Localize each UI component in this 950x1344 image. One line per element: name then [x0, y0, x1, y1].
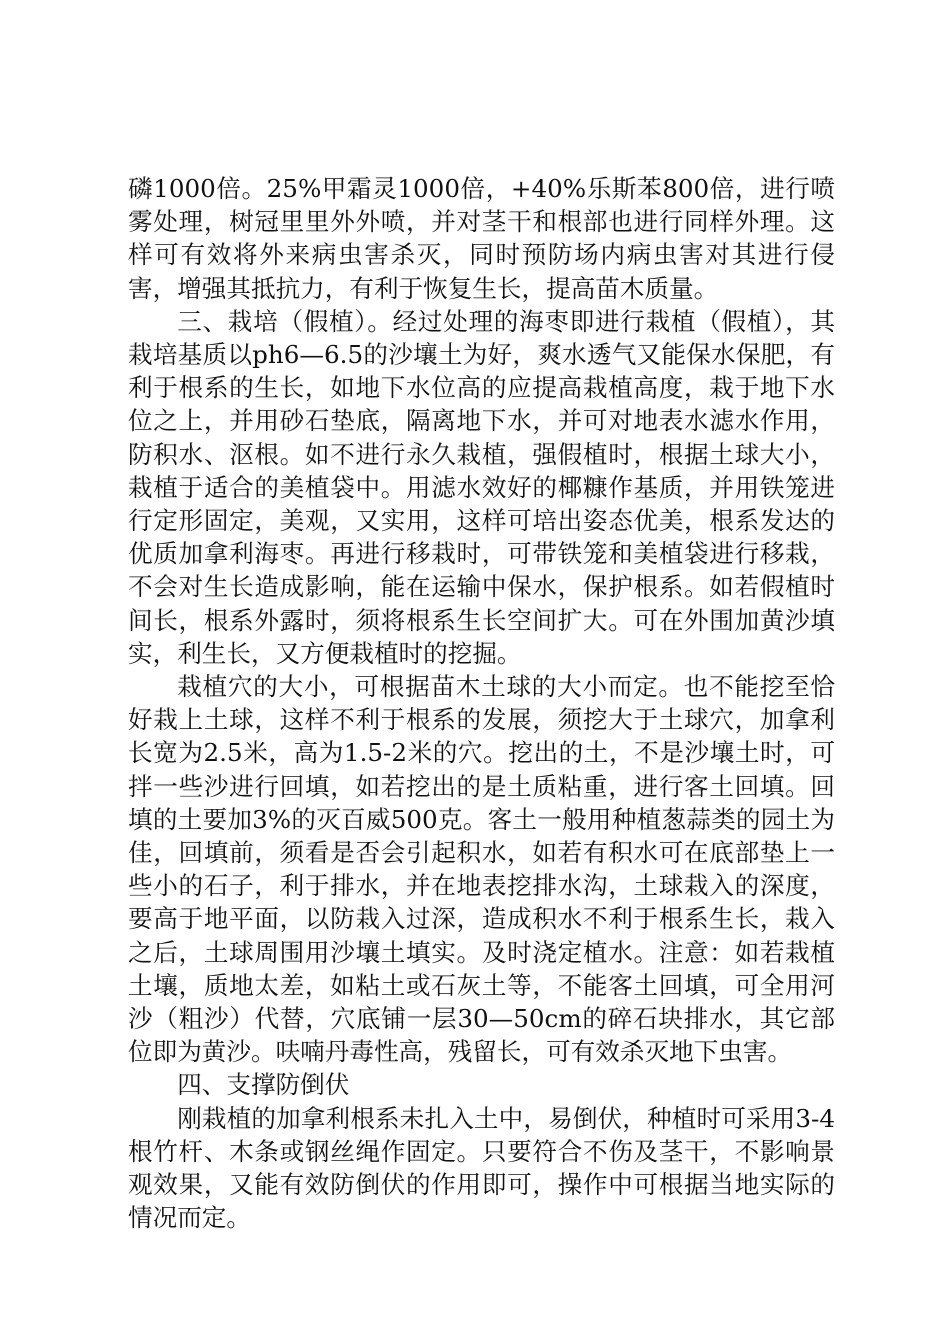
- paragraph-planting-heeling-in: 三、栽培（假植）。经过处理的海枣即进行栽植（假植），其栽培基质以ph6—6.5的沙壤土为好，爽水透气又能保水保肥，有利于根系的生长，如地下水位高的应提高栽植高度，栽于地下水位之上，并用砂石垫底，隔离地下水，并可对地表水滤水作用，防积水、沤根。如不进行永久栽植，强假植时，根据土球大小，栽植于适合的美植袋中。用滤水效好的椰糠作基质，并用铁笼进行定形固定，美观，又实用，这样可培出姿态优美，根系发达的优质加拿利海枣。再进行移栽时，可带铁笼和美植袋进行移栽，不会对生长造成影响，能在运输中保水，保护根系。如若假植时间长，根系外露时，须将根系生长空间扩大。可在外围加黄沙填实，利生长，又方便栽植时的挖掘。: [128, 306, 835, 668]
- section-heading-support: 四、支撑防倒伏: [177, 1070, 350, 1100]
- document-body: [128, 172, 835, 1235]
- paragraph-spraying-treatment: 磷1000倍。25%甲霜灵1000倍，+40%乐斯苯800倍，进行喷雾处理，树冠里里外外喷，并对茎干和根部也进行同样外理。这样可有效将外来病虫害杀灭，同时预防场内病虫害对其进行侵害，增强其抵抗力，有利于恢复生长，提高苗木质量。: [128, 174, 835, 303]
- paragraph-support-staking: 刚栽植的加拿利根系未扎入土中，易倒伏，种植时可采用3-4根竹杆、木条或钢丝绳作固定。只要符合不伤及茎干，不影响景观效果，又能有效防倒伏的作用即可，操作中可根据当地实际的情况而定。: [128, 1103, 835, 1233]
- paragraph-planting-pit: 栽植穴的大小，可根据苗木土球的大小而定。也不能挖至恰好栽上土球，这样不利于根系的发展，须挖大于土球穴，加拿利长宽为2.5米，高为1.5-2米的穴。挖出的土，不是沙壤土时，可拌一些沙进行回填，如若挖出的是土质粘重，进行客土回填。回填的土要加3%的灭百威500克。客土一般用种植葱蒜类的园土为佳，回填前，须看是否会引起积水，如若有积水可在底部垫上一些小的石子，利于排水，并在地表挖排水沟，土球栽入的深度，要高于地平面，以防栽入过深，造成积水不利于根系生长，栽入之后，土球周围用沙壤土填实。及时浇定植水。注意：如若栽植土壤，质地太差，如粘土或石灰土等，不能客土回填，可全用河沙（粗沙）代替，穴底铺一层30—50cm的碎石块排水，其它部位即为黄沙。呋喃丹毒性高，残留长，可有效杀灭地下虫害。: [128, 672, 835, 1067]
